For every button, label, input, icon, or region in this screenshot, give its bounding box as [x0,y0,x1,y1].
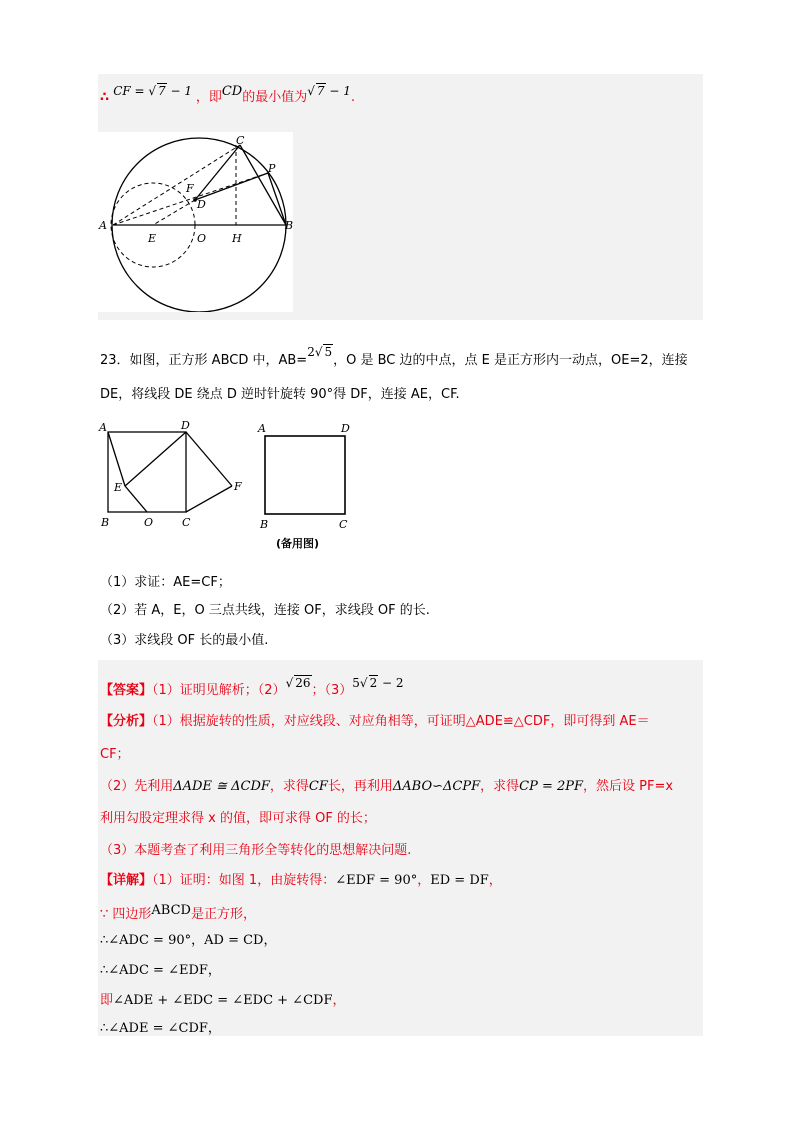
answer-2-value: √ 26 [285,676,311,690]
ab-value: 2√ 5 [307,345,333,359]
problem-line-1: 23．如图，正方形 ABCD 中，AB=2√ 5，O 是 BC 边的中点，点 E 是正方形内一动点，OE=2，连接 [100,345,688,368]
analysis-line-5: （3）本题考查了利用三角形全等转化的思想解决问题. [100,843,412,858]
answer-tag: 【答案】 [100,683,153,698]
analysis-line-3: （2）先利用ΔADE ≅ ΔCDF，求得CF长，再利用ΔABO∽ΔCPF，求得CP = 2PF，然后设 PF=x [100,779,674,794]
detail-line-1: 【详解】（1）证明：如图 1，由旋转得：∠EDF = 90°，ED = DF， [100,873,502,888]
spare-label-a: A [258,422,266,435]
fig2-label-b: B [101,516,110,529]
label-b: B [285,219,293,232]
label-p: P [268,162,276,175]
label-c: C [236,134,245,147]
label-h: H [232,232,242,245]
question-2: （2）若 A，E，O 三点共线，连接 OF，求线段 OF 的长. [100,603,430,618]
analysis-line-4: 利用勾股定理求得 x 的值，即可求得 OF 的长； [100,811,376,826]
analysis-line-1: 【分析】（1）根据旋转的性质，对应线段、对应角相等，可证明△ADE≌△CDF，即可得到 AE＝ [100,714,650,729]
question-3: （3）求线段 OF 长的最小值. [100,633,269,648]
answer-line: 【答案】（1）证明见解析；（2）√ 26；（3）5√ 2 − 2 [100,676,404,698]
label-f: F [186,182,194,195]
fig2-label-e: E [114,481,123,494]
label-d: D [197,198,206,211]
spare-label-d: D [341,422,350,435]
therefore-symbol: ∴ [100,90,110,105]
detail-line-3: ∴∠ADC = 90°，AD = CD， [100,933,277,948]
detail-line-5: 即∠ADE + ∠EDC = ∠EDC + ∠CDF， [100,993,346,1008]
min-value: √ 7 − 1 [307,84,351,98]
analysis-line-2: CF； [100,747,130,762]
answer-3-value: 5√ 2 − 2 [352,676,404,690]
spare-caption: (备用图) [276,537,320,550]
problem-line-2: DE，将线段 DE 绕点 D 逆时针旋转 90°得 DF，连接 AE，CF. [100,387,460,402]
square-figures [98,418,368,558]
fig2-label-a: A [99,421,107,434]
spare-label-b: B [260,518,269,531]
label-a: A [99,219,107,232]
circle-figure [98,132,293,312]
detail-line-4: ∴∠ADC = ∠EDF， [100,963,221,978]
fig2-label-c: C [182,516,191,529]
analysis-tag: 【分析】 [100,714,153,729]
detail-line-2: ∵ 四边形ABCD是正方形， [100,903,256,922]
label-e: E [148,232,157,245]
detail-line-6: ∴∠ADE = ∠CDF， [100,1021,221,1036]
fig2-label-d: D [181,419,190,432]
fig2-label-o: O [144,516,154,529]
cd-label: CD [221,84,243,99]
cf-equation: CF = √ 7 − 1 [113,84,193,98]
spare-label-c: C [339,518,348,531]
conclusion-line: ∴ CF = √ 7 − 1 ，即CD的最小值为√ 7 − 1. [100,84,356,105]
square-abcd [108,432,186,512]
label-o: O [197,232,207,245]
spare-square [265,436,345,514]
question-1: （1）求证：AE=CF； [100,575,231,590]
detail-tag: 【详解】 [100,873,153,888]
fig2-label-f: F [234,480,242,493]
